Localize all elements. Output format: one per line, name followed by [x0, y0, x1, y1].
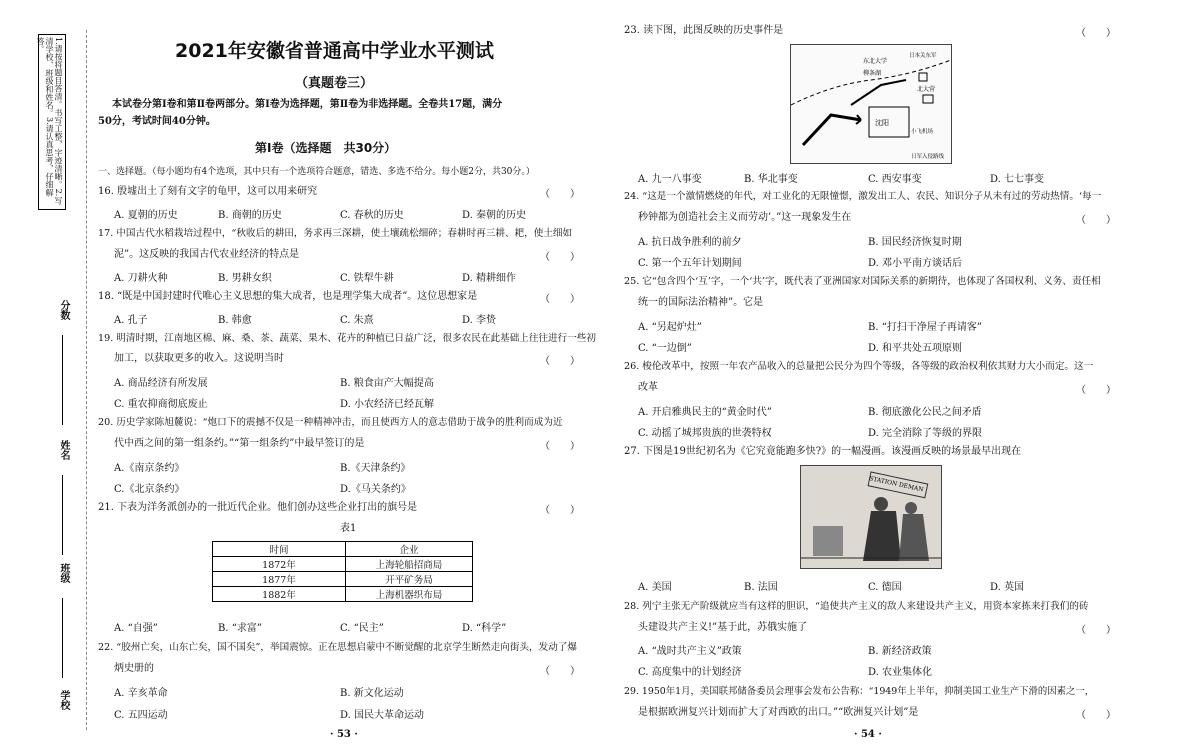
question-19: 19. 明清时期，江南地区棉、麻、桑、茶、蔬菜、果木、花卉的种植已日益广泛，很多农民在此基础上往往进行一些初: [98, 333, 596, 344]
option-17a[interactable]: A. 刀耕火种: [114, 273, 168, 284]
answer-paren[interactable]: （ ）: [540, 666, 580, 677]
option-26d[interactable]: D. 完全消除了等级的界限: [868, 428, 983, 439]
table-row: [213, 557, 473, 572]
notice-box: 1.请按将题目答清。书写工整，字迹清晰。2.写清学校、班级和姓名。3.请认真思考，仔细解答。: [38, 34, 66, 210]
table-header: 企业: [346, 542, 473, 557]
option-26b[interactable]: B. 彻底激化公民之间矛盾: [868, 407, 982, 418]
answer-paren[interactable]: （ ）: [1076, 710, 1116, 721]
binding-line: [86, 30, 87, 730]
table-cell: 上海机器织布局: [346, 587, 473, 602]
option-23a[interactable]: A. 九一八事变: [638, 174, 702, 185]
option-28b[interactable]: B. 新经济政策: [868, 646, 932, 657]
enterprise-table: [212, 541, 473, 602]
option-20d[interactable]: D.《马关条约》: [340, 484, 411, 495]
question-24-cont: 秒钟都为创造社会主义而劳动’。”这一现象发生在: [638, 212, 852, 223]
table-header: 时间: [213, 542, 346, 557]
exam-title: 2021年安徽省普通高中学业水平测试: [175, 40, 494, 62]
answer-paren[interactable]: （ ）: [1076, 28, 1116, 39]
question-29: 29. 1950年1月，美国联邦储备委员会理事会发布公告称：“1949年上半年，抑制美国工业生产下滑的因素之一，: [624, 686, 1095, 697]
option-16a[interactable]: A. 夏朝的历史: [114, 210, 178, 221]
page-number: · 54 ·: [854, 729, 882, 740]
question-20-cont: 代中西之间的第一组条约。”“第一组条约”中最早签订的是: [114, 438, 365, 449]
answer-paren[interactable]: （ ）: [540, 505, 580, 516]
option-27b[interactable]: B. 法国: [744, 582, 778, 593]
answer-paren[interactable]: （ ）: [1076, 625, 1116, 636]
beidaying-marker: [919, 73, 927, 81]
map-drawing: [791, 45, 951, 163]
option-28d[interactable]: D. 农业集体化: [868, 667, 933, 678]
answer-paren[interactable]: （ ）: [540, 441, 580, 452]
option-18d[interactable]: D. 李贽: [462, 315, 497, 326]
map-label: 小飞机场: [911, 129, 934, 135]
intro-line-2: 50分，考试时间40分钟。: [98, 116, 216, 127]
page-number: · 53 ·: [330, 729, 358, 740]
table-cell: 1882年: [213, 587, 346, 602]
question-17: 17. 中国古代水稻栽培过程中，“秋收后的耕田，务求再三深耕，使土壤疏松细碎；春耕时再三耕、耙，使土细如: [98, 228, 573, 239]
map-label: 北大营: [917, 86, 936, 93]
option-24d[interactable]: D. 邓小平南方谈话后: [868, 258, 963, 269]
question-22: 22. “胶州亡矣，山东亡矣，国不国矣”，举国震惊。正在思想启蒙中不断觉醒的北京学生断然走向街头，发动了爆: [98, 642, 578, 653]
class-label: 班级: [58, 563, 69, 583]
table-title: 表1: [340, 523, 357, 534]
option-19a[interactable]: A. 商品经济有所发展: [114, 378, 208, 389]
option-28a[interactable]: A. “战时共产主义”政策: [638, 646, 742, 657]
option-21a[interactable]: A. “自强”: [114, 623, 158, 634]
station-sign: STATION DEMAN: [868, 475, 924, 494]
right-page: [604, 0, 1200, 753]
option-19c[interactable]: C. 重农抑商彻底废止: [114, 399, 208, 410]
question-17-cont: 泥”。这反映的我国古代农业经济的特点是: [114, 249, 300, 260]
option-20c[interactable]: C.《北京条约》: [114, 484, 185, 495]
option-22c[interactable]: C. 五四运动: [114, 710, 168, 721]
option-22d[interactable]: D. 国民大革命运动: [340, 710, 425, 721]
option-23d[interactable]: D. 七七事变: [990, 174, 1045, 185]
shenyang-map: [790, 44, 952, 164]
option-19d[interactable]: D. 小农经济已经瓦解: [340, 399, 435, 410]
option-23c[interactable]: C. 西安事变: [868, 174, 922, 185]
answer-paren[interactable]: （ ）: [540, 189, 580, 200]
option-19b[interactable]: B. 粮食亩产大幅提高: [340, 378, 434, 389]
option-18a[interactable]: A. 孔子: [114, 315, 148, 326]
attack-route: [851, 80, 906, 105]
option-18c[interactable]: C. 朱熹: [340, 315, 374, 326]
answer-paren[interactable]: （ ）: [540, 356, 580, 367]
option-17d[interactable]: D. 精耕细作: [462, 273, 517, 284]
question-28-cont: 头建设共产主义!”基于此，苏俄实施了: [638, 622, 808, 633]
option-27d[interactable]: D. 英国: [990, 582, 1025, 593]
cartoon-drawing: [801, 466, 941, 568]
option-25a[interactable]: A. “另起炉灶”: [638, 322, 702, 333]
option-16d[interactable]: D. 秦朝的历史: [462, 210, 527, 221]
option-27a[interactable]: A. 美国: [638, 582, 672, 593]
figure-head: [905, 502, 917, 514]
map-label: 沈阳: [875, 119, 889, 127]
question-26: 26. 梭伦改革中，按照一年农产品收入的总量把公民分为四个等级，各等级的政治权利依其财力大小而定。这一: [624, 361, 1094, 372]
table-row: [213, 587, 473, 602]
option-16b[interactable]: B. 商朝的历史: [218, 210, 282, 221]
school-label: 学校: [58, 690, 69, 710]
railway-cartoon: [800, 465, 942, 569]
option-25b[interactable]: B. “打扫干净屋子再请客”: [868, 322, 982, 333]
option-26a[interactable]: A. 开启雅典民主的“黄金时代”: [638, 407, 772, 418]
table-cell: 1877年: [213, 572, 346, 587]
exam-subtitle: （真题卷三）: [295, 76, 374, 91]
question-19-cont: 加工，以获取更多的收入。这说明当时: [114, 353, 284, 364]
question-20: 20. 历史学家陈旭麓说：“炮口下的震撼不仅是一种精神冲击，而且使西方人的意志借助于战争的胜利而成为近: [98, 417, 563, 428]
option-25d[interactable]: D. 和平共处五项原则: [868, 343, 963, 354]
question-22-cont: 炳史册的: [114, 663, 154, 674]
question-18: 18. “既是中国封建时代唯心主义思想的集大成者，也是理学集大成者”。这位思想家是: [98, 291, 478, 302]
option-24b[interactable]: B. 国民经济恢复时期: [868, 237, 962, 248]
option-21d[interactable]: D. “科学”: [462, 623, 507, 634]
option-28c[interactable]: C. 高度集中的计划经济: [638, 667, 742, 678]
option-23b[interactable]: B. 华北事变: [744, 174, 798, 185]
option-27c[interactable]: C. 德国: [868, 582, 902, 593]
question-27: 27. 下图是19世纪初名为《它究竟能跑多快?》的一幅漫画。该漫画反映的场景最早出现在: [624, 446, 1022, 457]
table-row: [213, 572, 473, 587]
question-26-cont: 改革: [638, 382, 658, 393]
figure-head: [874, 497, 888, 511]
invasion-arrow: [803, 115, 861, 145]
option-24c[interactable]: C. 第一个五年计划期间: [638, 258, 742, 269]
option-22a[interactable]: A. 辛亥革命: [114, 688, 168, 699]
section-title: 第Ⅰ卷（选择题 共30分）: [255, 141, 397, 155]
answer-paren[interactable]: （ ）: [1076, 215, 1116, 226]
train-shape: [813, 526, 843, 556]
question-28: 28. 列宁主张无产阶级就应当有这样的胆识，“追使共产主义的敌人来建设共产主义，用资本家拣来打我们的砖: [624, 601, 1089, 612]
name-label: 姓名: [58, 440, 69, 460]
question-16: 16. 殷墟出土了刻有文字的龟甲，这可以用来研究: [98, 186, 318, 197]
railway-line: [791, 60, 951, 105]
question-24: 24. “这是一个激情燃烧的年代，对工业化的无限憧憬，激发出工人、农民、知识分子从未有过的劳动热情。‘每一: [624, 191, 1102, 202]
question-29-cont: 是根据欧洲复兴计划而扩大了对西欧的出口。”“欧洲复兴计划”是: [638, 707, 919, 718]
table-cell: 上海轮船招商局: [346, 557, 473, 572]
option-17c[interactable]: C. 铁犁牛耕: [340, 273, 394, 284]
airfield-marker: [923, 95, 933, 103]
question-25-cont: 统一的国际法治精神”。它是: [638, 297, 764, 308]
answer-paren[interactable]: （ ）: [540, 294, 580, 305]
answer-paren[interactable]: （ ）: [540, 252, 580, 263]
option-26c[interactable]: C. 动摇了城邦贵族的世袭特权: [638, 428, 772, 439]
option-21c[interactable]: C. “民主”: [340, 623, 384, 634]
answer-paren[interactable]: （ ）: [1076, 385, 1116, 396]
question-25: 25. 它“包含四个‘互’字，一个‘共’字，既代表了亚洲国家对国际关系的新期待，也体现了各国权利、义务、责任相: [624, 276, 1101, 287]
table-cell: 开平矿务局: [346, 572, 473, 587]
name-line: [62, 475, 63, 555]
option-20b[interactable]: B.《天津条约》: [340, 463, 411, 474]
table-cell: 1872年: [213, 557, 346, 572]
class-line: [62, 598, 63, 678]
score-line: [62, 335, 63, 425]
question-23: 23. 读下图，此图反映的历史事件是: [624, 25, 784, 36]
option-18b[interactable]: B. 韩愈: [218, 315, 252, 326]
map-label: 柳条湖: [863, 70, 882, 77]
map-label: 东北大学: [863, 58, 888, 65]
option-25c[interactable]: C. “一边倒”: [638, 343, 692, 354]
map-label: 日本关东军: [909, 53, 937, 59]
score-label: 分数: [58, 300, 69, 320]
option-24a[interactable]: A. 抗日战争胜利的前夕: [638, 237, 742, 248]
option-20a[interactable]: A.《南京条约》: [114, 463, 185, 474]
option-16c[interactable]: C. 春秋的历史: [340, 210, 404, 221]
question-21: 21. 下表为洋务派创办的一批近代企业。他们创办这些企业打出的旗号是: [98, 502, 418, 513]
option-17b[interactable]: B. 男耕女织: [218, 273, 272, 284]
map-label: 日军入侵路线: [911, 154, 945, 160]
option-21b[interactable]: B. “求富”: [218, 623, 262, 634]
instructions: 一、选择题。（每小题均有4个选项，其中只有一个选项符合题意，错选、多选不给分。每小题2分，共30分。）: [98, 167, 535, 177]
intro-line-1: 本试卷分第Ⅰ卷和第Ⅱ卷两部分。第Ⅰ卷为选择题，第Ⅱ卷为非选择题。全卷共17题，满分: [112, 99, 503, 110]
option-22b[interactable]: B. 新文化运动: [340, 688, 404, 699]
